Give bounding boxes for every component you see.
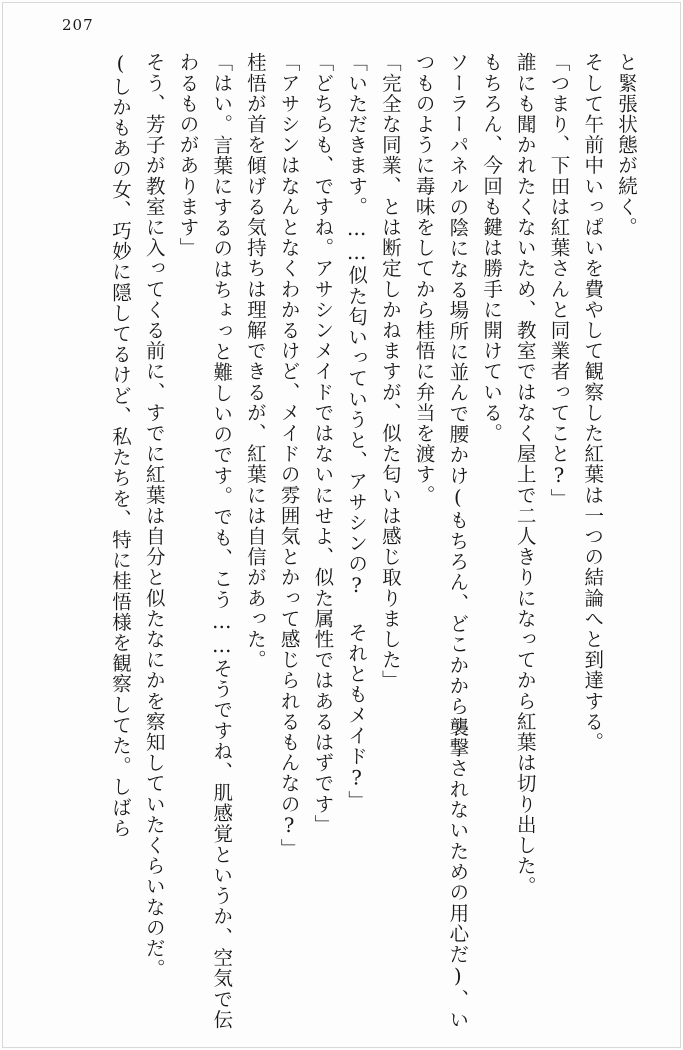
- paragraph: そして午前中いっぱいを費やして観察した紅葉は一つの結論へと到達する。: [581, 52, 605, 753]
- paragraph: 「つまり、下田は紅葉さんと同業者ってこと?」: [547, 52, 571, 509]
- page-number: 207: [62, 16, 94, 34]
- paragraph: 桂悟が首を傾げる気持ちは理解できるが、紅葉には自信があった。: [243, 52, 267, 670]
- paragraph: 「アサシンはなんとなくわかるけど、メイドの雰囲気とかって感じられるもんなの?」: [277, 52, 301, 859]
- paragraph: 誰にも聞かれたくないため、教室ではなく屋上で二人きりになってから紅葉は切り出した。: [513, 52, 537, 897]
- paragraph: そう、芳子が教室に入ってくる前に、すでに紅葉は自分と似たなにかを察知していたくらいなのだ。: [142, 52, 166, 979]
- paragraph: (しかもあの女、巧妙に隠してるけど、私たちを、特に桂悟様を観察してた。しばら: [108, 52, 132, 839]
- paragraph: 「いただきます。……似た匂いっていうと、アサシンの? それともメイド?」: [345, 52, 369, 812]
- paragraph: 「完全な同業、とは断定しかねますが、似た匂いは感じ取りました」: [378, 52, 402, 691]
- paragraph: と緊張状態が続く。: [615, 52, 638, 238]
- paragraph: 「どちらも、ですね。アサシンメイドではないにせよ、似た属性ではあるはずです」: [311, 52, 335, 835]
- paragraph: ソーラーパネルの陰になる場所に並んで腰かけ(もちろん、どこかから襲撃されないための用心だ)、いつものように毒味をしてから桂悟に弁当を渡す。: [412, 52, 470, 1030]
- novel-body-text: [30, 52, 643, 1030]
- paragraph: 「はい。言葉にするのはちょっと難しいのです。でも、こう……そうですね、肌感覚というか、空気で伝わるものがあります」: [176, 52, 234, 1030]
- paragraph: もちろん、今回も鍵は勝手に開けている。: [480, 52, 504, 444]
